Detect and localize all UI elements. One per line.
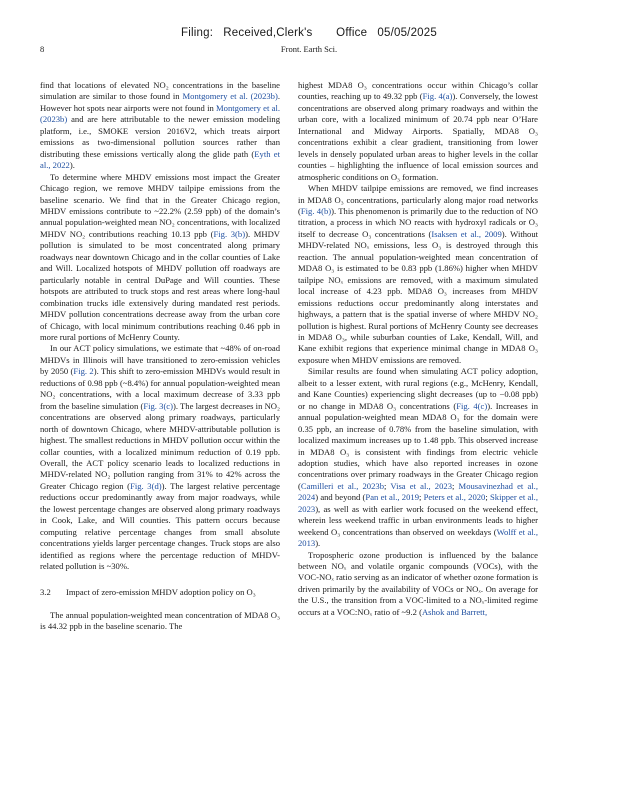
citation-link[interactable]: Eyth et al., 2022 [40,148,280,171]
paragraph-text: ). This phenomenon is primarily due to the reduction of NO titration, a process in which NO reacts with hydroxyl radicals or O₃ itself to decrease O₃ concentrations ( [298,205,538,239]
paragraph-text: ). Without MHDV-related NOₓ emissions, less O₃ is destroyed through this reaction. The annual population-weighted mean concentration of MDA8 O₃ is estimated to be 0.83 ppb (1.86%) higher when MHDV tailpipe NOₓ emissions are removed, with a maximum simulated local increase of 4.23 ppb. MDA8 O₃ increases from MHDV emissions reductions occur predominantly along interstates and highways, a pattern that is the spatial inverse of where MHDV NO₂ pollution is highest. Rural portions of McHenry County see decreases in MDA8 O₃, while suburban counties of Lake, Kendall, Will, and Kane exhibit regions that experience minimal change in MDA8 O₃ exposure when MHDV emissions are removed. [298,228,539,365]
citation-link[interactable]: Isaksen et al., 2009 [431,228,502,239]
paragraph-text: To determine where MHDV emissions most impact the Greater Chicago region, we remove MHDV tailpipe emissions from the baseline scenario. We find that in the Greater Chicago region, MHDV emissions contribute to ~22.2% (2.59 ppb) of the domain’s annual population-weighted mean NO₂ concentrations, with localized MHDV NO₂ contributions reaching 10.13 ppb ( [40,171,280,239]
right-paragraph-2 [298,183,538,366]
citation-link[interactable]: Skipper et al., 2023 [298,492,538,514]
citation-link[interactable]: Fig. 4(c) [456,400,488,411]
citation-link[interactable]: Fig. 3(c) [143,400,173,411]
citation-link[interactable]: Visa et al., 2023 [390,480,452,491]
paragraph-text: ). MHDV pollution is simulated to be most concentrated along primary roadways near downtown Chicago and in the collar counties of Lake and Will. Localized hotspots of MHDV pollution off roadways are particularly notable in central DuPage and Will counties. These hotspots are attributed to truck stops and rest areas where long-haul combination trucks idle extensively during mandated rest periods. MHDV pollution concentrations decrease away from the urban core of Chicago, with local minimum contributions reaching 0.46 ppb in more rural portions of McHenry County. [40,228,281,342]
paragraph-text: and are here attributable to the newer emission modeling platform, i.e., SMOKE version 2016V2, which treats airport emissions as two-dimensional pollution sources rather than distributing these emissions vertically along the glide path ( [40,114,280,159]
citation-link[interactable]: Camilleri et al., 2023b [300,480,384,491]
paragraph-text: ). The largest decreases in NO₂ concentrations are observed along primary roadways, particularly north of downtown Chicago, where MHDV-attributable pollution is highest. The smallest reductions in MHDV pollution occur within the collar counties, with a localized minimum reduction of 0.19 ppb. Overall, the ACT policy scenario leads to localized reductions in MHDV-related NO₂ pollution ranging from 31% to 42% across the Greater Chicago region ( [40,400,280,491]
citation-link[interactable]: Pan et al., 2019 [365,492,419,503]
paragraph-text: The annual population-weighted mean concentration of MDA8 O₃ is 44.32 ppb in the baseline scenario. The [40,609,280,632]
right-paragraph-1 [298,80,538,183]
paragraph-text: Similar results are found when simulating ACT policy adoption, albeit to a lesser extent, with rural regions (e.g., McHenry, Kendall, and Kane Counties) experiencing slight decreases (up to −0.08 ppb) or no change in MDA8 O₃ concentrations ( [298,366,538,411]
citation-link[interactable]: Fig. 2 [73,366,94,377]
paragraph-text: ). Increases in annual population-weighted mean MDA8 O₃ for the domain were 0.35 ppb, an increase of 0.78% from the baseline simulation, with localized maximum increases up to 1.48 ppb. This observed increase in MDA8 O₃ is consistent with findings from electric vehicle adoption studies, which have also reported increases in ozone concentrations over primary roadways in the Greater Chicago region ( [298,400,538,491]
left-column [40,80,280,633]
paragraph-text: ; [452,480,459,491]
left-paragraph-2 [40,172,280,344]
section-number: 3.2 [40,587,51,598]
paragraph-text: In our ACT policy simulations, we estimate that ~48% of on-road MHDVs in Illinois will have transitioned to zero-emission vehicles by 2050 ( [40,343,280,377]
paragraph-text: highest MDA8 O₃ concentrations occur within Chicago’s collar counties, reaching up to 49.32 ppb ( [298,80,538,102]
paragraph-text: When MHDV tailpipe emissions are removed, we find increases in MDA8 O₃ concentrations, particularly along major road networks ( [298,183,538,216]
paragraph-text: ; [485,492,490,503]
citation-link[interactable]: Ashok and Barrett, [421,606,488,617]
section-heading [40,587,280,598]
citation-link[interactable]: Montgomery et al. (2023b) [40,102,280,125]
citation-link[interactable]: Wolff et al., 2013 [298,526,538,549]
left-paragraph-4 [40,610,280,633]
paragraph-text: ; [419,492,424,503]
paragraph-text: ). [69,160,75,171]
citation-link[interactable]: Fig. 4(b) [300,205,332,216]
paragraph-text: . However hot spots near airports were not found in [40,91,280,113]
paragraph-text: ). [315,538,321,549]
page-number: 8 [40,44,45,54]
journal-name: Front. Earth Sci. [280,44,338,54]
right-paragraph-3 [298,366,538,549]
citation-link[interactable]: Fig. 3(b) [213,228,246,239]
paragraph-text: Tropospheric ozone production is influenced by the balance between NOₓ and volatile organic compounds (VOCs), with the VOC-NOₓ ratio serving as an indicator of whether ozone formation is driven primarily by the availability of VOCs or NOₓ. On average for the U.S., the transition from a VOC-limited to a NOₓ-limited regime occurs at a VOC:NOₓ ratio of ~9.2 ( [298,549,538,617]
paragraph-text: find that locations of elevated NO₂ concentrations in the baseline simulation are similar to those found in [40,80,280,102]
paragraph-text: ; [384,480,391,491]
citation-link[interactable]: Peters et al., 2020 [423,492,486,503]
citation-link[interactable]: Montgomery et al. (2023b) [182,91,278,102]
paragraph-text: ). Conversely, the lowest concentrations are observed along primary roadways and within the urban core, with a localized minimum of 20.74 ppb near O’Hare International and Midway Airports. Spatially, MDA8 O₃ concentrations exhibit a clear gradient, transitioning from lower levels in densely populated urban areas to higher levels in the collar counties – highlighting the influence of local emission sources and atmospheric conditions on O₃ formation. [298,91,538,182]
right-column [298,80,538,618]
citation-link[interactable]: Fig. 4(a) [422,91,453,102]
left-paragraph-3 [40,343,280,572]
filing-stamp: Filing: Received,Clerk's Office 05/05/2025 [181,27,437,39]
paragraph-text: ). This shift to zero-emission MHDVs would result in reductions of 0.98 ppb (~8.4%) for annual population-weighted mean NO₂ concentrations, with a local maximum decrease of 3.33 ppb from the baseline simulation ( [40,366,280,411]
paragraph-text: ). The largest relative percentage reductions occur predominantly away from major roadways, while the lowest percentage changes are observed along primary roadways in Cook, Lake, and Will counties. This pattern occurs because computing relative percentage changes from small absolute concentrations yields larger percentage changes. Truck stops are also identified as regions where the percentage reduction of MHDV-related pollution is ~30%. [40,480,280,572]
section-title: Impact of zero-emission MHDV adoption policy on O₃ [66,587,256,598]
citation-link[interactable]: Fig. 3(d) [130,480,162,491]
paragraph-text: ), as well as with earlier work focused on the weekend effect, wherein less weekend traffic in urban environments leads to higher weekend O₃ concentrations than observed on weekdays ( [298,503,538,537]
right-paragraph-4 [298,550,538,619]
citation-link[interactable]: Mousavinezhad et al., 2024 [298,480,538,503]
paragraph-text: ) and beyond ( [315,492,366,503]
left-paragraph-1 [40,80,280,172]
